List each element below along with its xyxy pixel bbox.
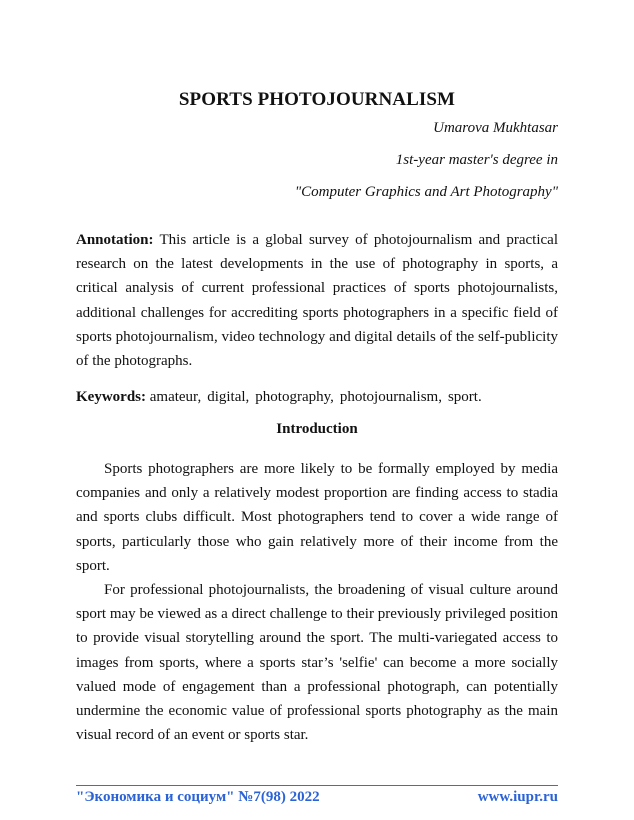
body-paragraph: Sports photographers are more likely to be formally employed by media companies and only a relatively modest proportion are finding access to stadia and sports clubs difficult. Most photographers tend to cover a wide range of sports, particularly those who gain relatively more of their income from the sport. <box>76 461 558 574</box>
keywords-label: Keywords: <box>76 389 146 405</box>
keyword-item: photojournalism, <box>339 389 442 405</box>
annotation-paragraph <box>76 228 558 373</box>
body-paragraph: For professional photojournalists, the broadening of visual culture around sport may be viewed as a direct challenge to their previously privileged position to provide visual storytelling around the sport. The multi-variegated access to images from sports, where a sports star’s 'selfie' can become a more socially valued mode of engagement than a professional photograph, can potentially undermine the economic value of professional sports photography as the main visual record of an event or sports star. <box>76 582 558 744</box>
annotation-text: This article is a global survey of photojournalism and practical research on the latest developments in the use of photography in sports, a critical analysis of current professional practices of sports photojournalists, additional challenges for accrediting sports photographers in a specific field of sports photojournalism, video technology and digital details of the self-publicity of the photographs. <box>76 232 558 370</box>
footer-divider <box>76 785 558 786</box>
section-heading-introduction: Introduction <box>276 421 358 437</box>
author-degree: 1st-year master's degree in <box>395 152 558 168</box>
author-program: "Computer Graphics and Art Photography" <box>294 184 558 200</box>
keywords-line <box>76 385 558 409</box>
keyword-item: amateur, <box>149 389 202 405</box>
page-title: SPORTS PHOTOJOURNALISM <box>178 88 456 110</box>
keyword-item: sport. <box>447 389 482 405</box>
footer-journal: "Экономика и социум" №7(98) 2022 <box>76 789 320 805</box>
author-block <box>76 112 558 208</box>
annotation-label: Annotation: <box>76 232 154 248</box>
page-footer <box>76 789 558 806</box>
keyword-item: photography, <box>255 389 334 405</box>
author-name: Umarova Mukhtasar <box>433 120 558 136</box>
footer-website-link[interactable]: www.iupr.ru <box>477 789 558 805</box>
keyword-item: digital, <box>207 389 250 405</box>
